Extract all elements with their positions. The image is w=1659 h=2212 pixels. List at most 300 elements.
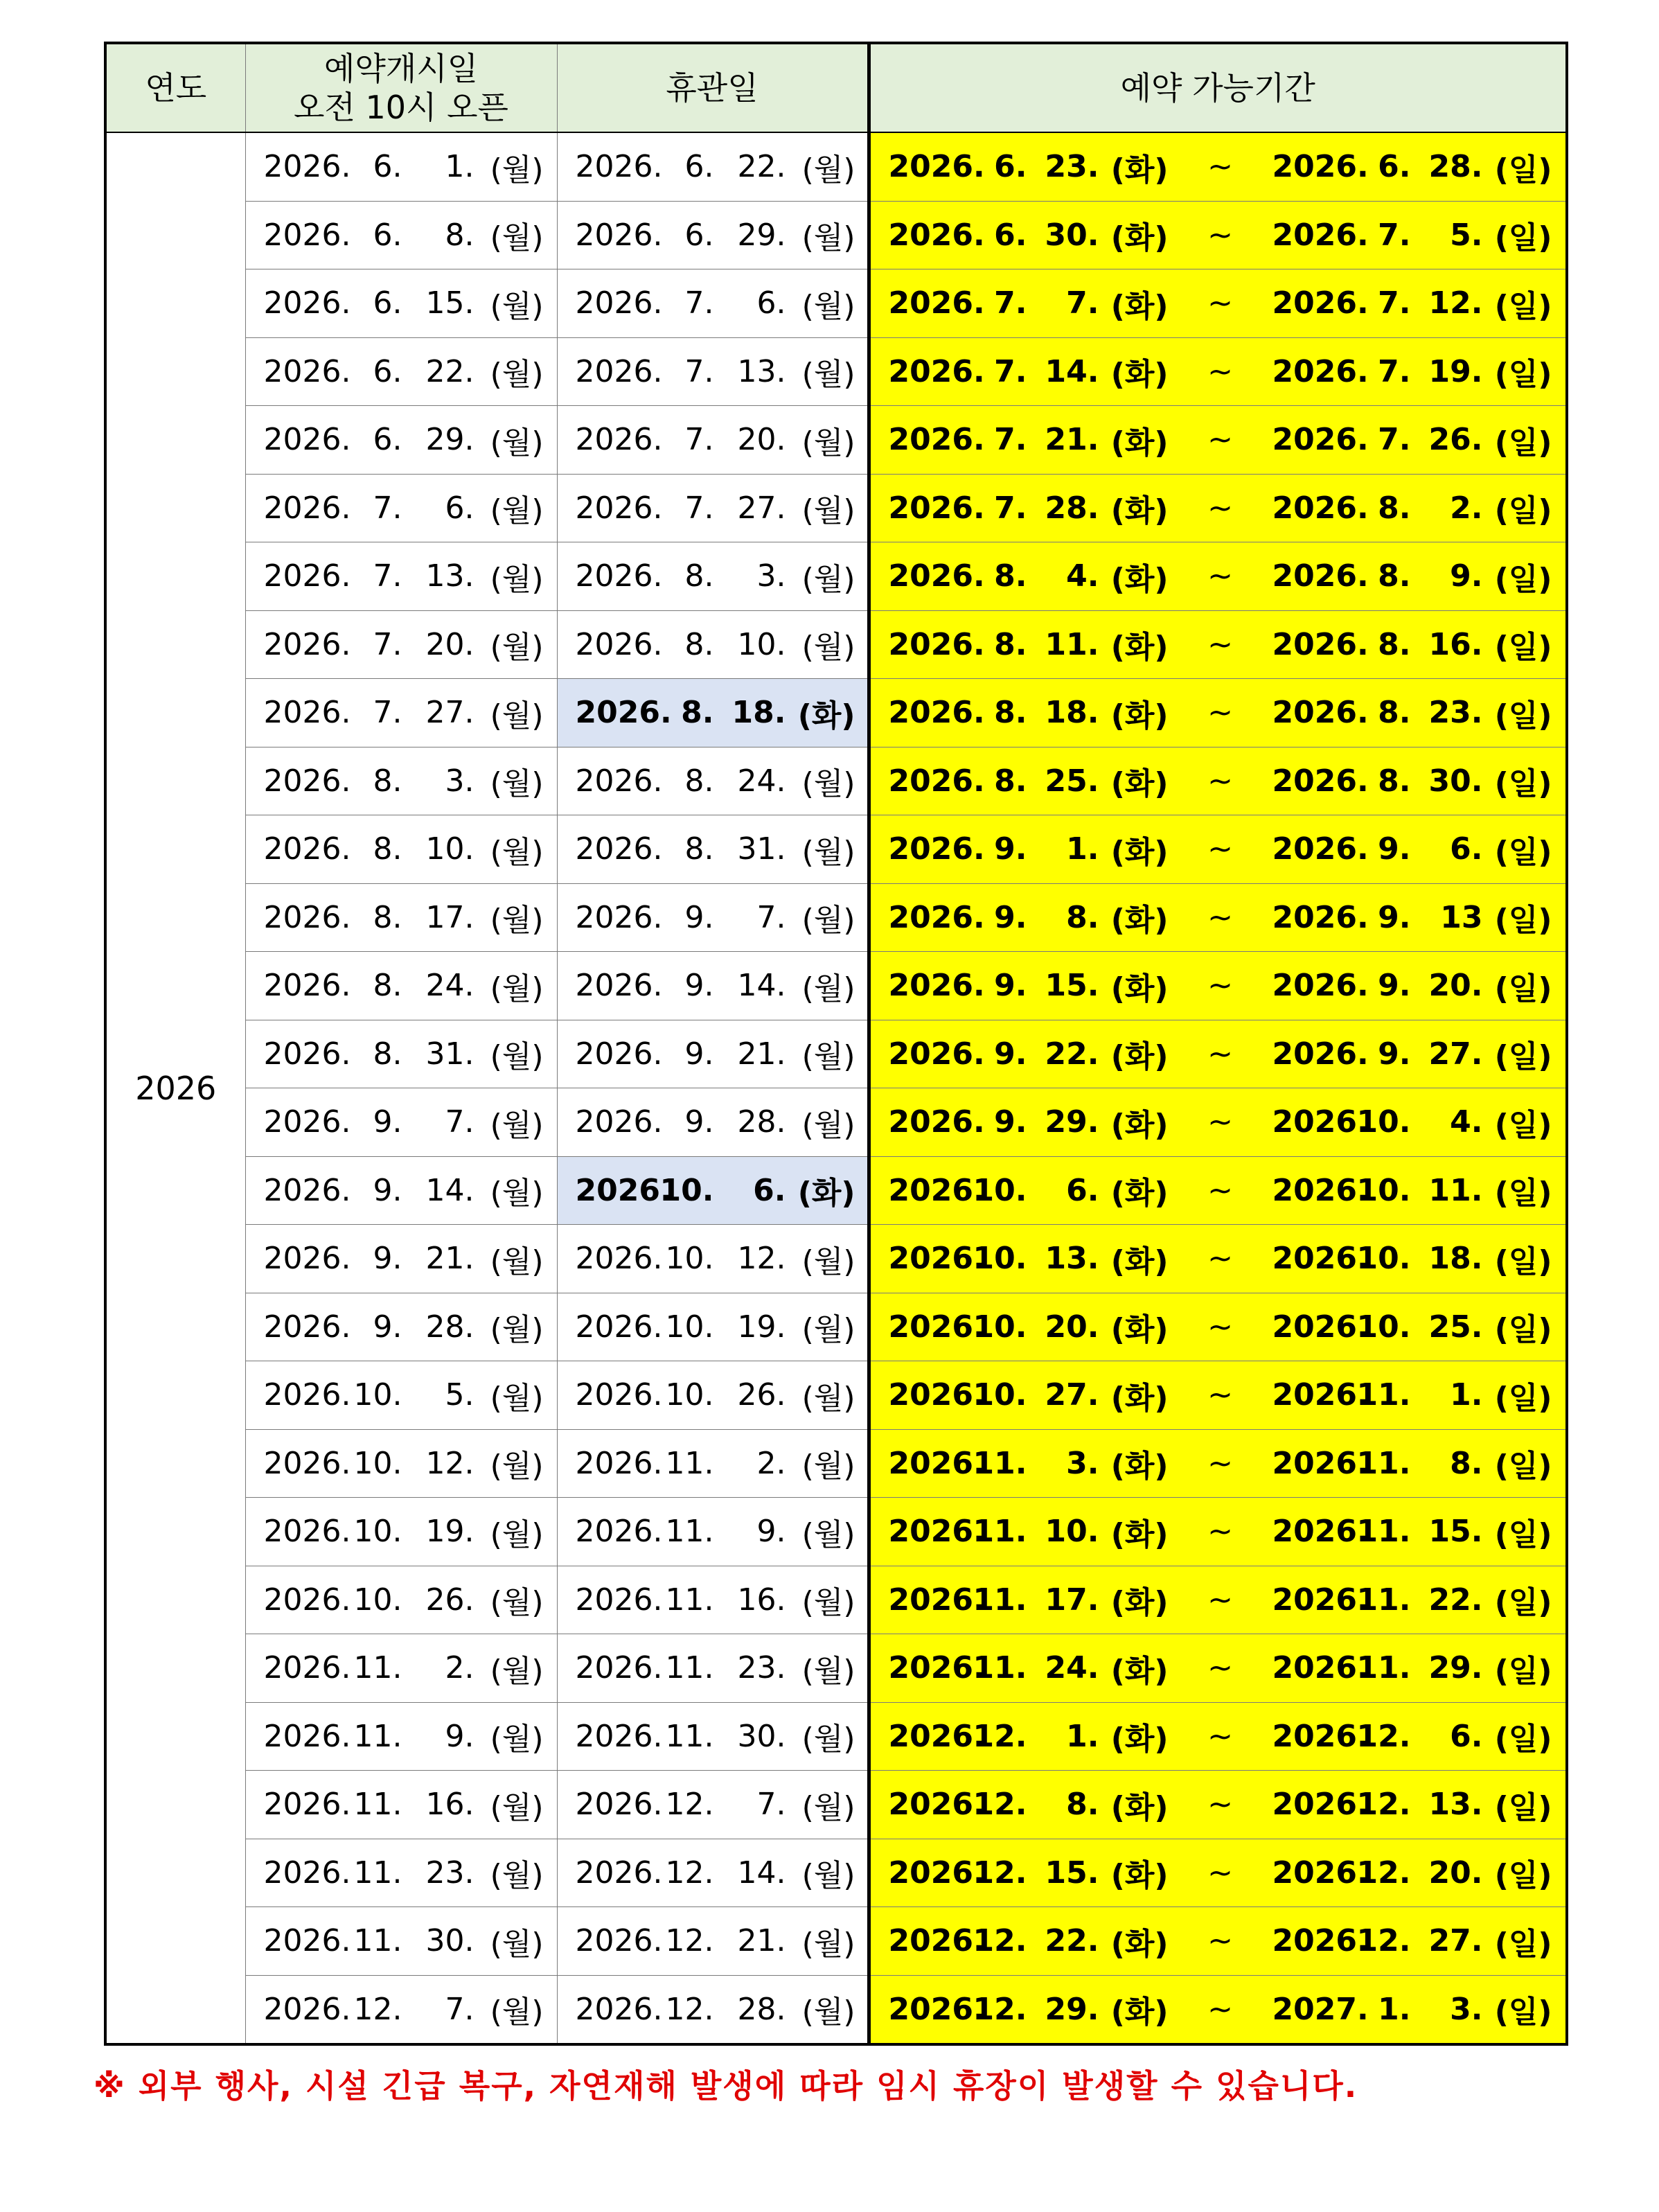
period-start: [889, 202, 1169, 269]
period-start-year: 2026.: [888, 968, 985, 1004]
period-end: [1272, 1293, 1552, 1361]
open-date-cell: [245, 1156, 557, 1225]
open-date-cell-weekday: (월): [490, 1994, 544, 2030]
period-start: [889, 1361, 1169, 1428]
open-date-cell-year: 2026.: [263, 1241, 351, 1277]
period-end-weekday: (일): [1494, 1516, 1552, 1552]
available-period-cell: [869, 1975, 1567, 2044]
period-start-day: 1.: [1066, 1718, 1099, 1754]
open-date-cell-weekday: (월): [490, 493, 544, 529]
period-start: [889, 1088, 1169, 1156]
period-end-year: 2026.: [1272, 558, 1369, 594]
period-start: [889, 1293, 1169, 1361]
available-period-cell: [869, 1156, 1567, 1225]
period-separator: ~: [1207, 1991, 1233, 2027]
closed-date-cell-weekday: (화): [797, 698, 855, 734]
period-start: [889, 611, 1169, 678]
available-period-cell: [869, 1498, 1567, 1566]
closed-date-cell-month: 8.: [684, 831, 714, 867]
period-end-year: 2026.: [1272, 1650, 1369, 1686]
available-period-cell: [869, 610, 1567, 679]
period-start: [889, 475, 1169, 542]
period-start-weekday: (화): [1110, 630, 1169, 666]
closed-date-cell-year: 2026.: [575, 1514, 663, 1550]
period-separator: ~: [1207, 558, 1233, 594]
table-row: [105, 1702, 1567, 1771]
period-start-day: 10.: [1045, 1514, 1099, 1550]
closed-date-cell-weekday: (월): [801, 425, 855, 461]
open-date-cell-day: 22.: [425, 353, 474, 389]
closed-date-cell: [557, 1361, 869, 1430]
open-date-cell-weekday: (월): [490, 834, 544, 870]
period-end: [1272, 269, 1552, 337]
period-start-day: 18.: [1045, 695, 1099, 731]
period-end-day: 6.: [1450, 1718, 1483, 1754]
period-separator: ~: [1207, 1923, 1233, 1959]
open-date-cell-day: 31.: [425, 1036, 474, 1072]
open-date-cell-year: 2026.: [263, 285, 351, 321]
table-row: [105, 201, 1567, 269]
closed-date-cell: [557, 269, 869, 338]
header-open-line2: 오전 10시 오픈: [294, 89, 508, 126]
closed-date-cell-month: 9.: [684, 1036, 714, 1072]
open-date-cell: [245, 269, 557, 338]
open-date-cell-weekday: (월): [490, 698, 544, 734]
reservation-schedule: [104, 42, 1565, 2046]
open-date-cell-month: 8.: [373, 1036, 402, 1072]
period-start: [889, 1703, 1169, 1770]
period-end-month: 9.: [1378, 1036, 1411, 1072]
period-start-month: 7.: [994, 490, 1027, 526]
schedule-body: [105, 132, 1567, 2044]
open-date-cell-day: 28.: [425, 1309, 474, 1345]
period-end: [1272, 338, 1552, 405]
period-end-day: 6.: [1450, 831, 1483, 867]
closed-date-cell-weekday: (월): [801, 971, 855, 1007]
period-end-month: 7.: [1378, 353, 1411, 389]
period-end-day: 5.: [1450, 217, 1483, 253]
open-date-cell-weekday: (월): [490, 1176, 544, 1212]
closed-date-cell-weekday: (월): [801, 1039, 855, 1075]
period-end-year: 2026.: [1272, 1787, 1369, 1823]
period-end-day: 19.: [1428, 353, 1483, 389]
period-start-month: 7.: [994, 353, 1027, 389]
available-period-cell: [869, 1839, 1567, 1907]
closed-date-cell: [557, 1634, 869, 1703]
period-start-weekday: (화): [1110, 561, 1169, 597]
period-end-day: 15.: [1428, 1514, 1483, 1550]
period-end-day: 12.: [1428, 285, 1483, 321]
open-date-cell-month: 10.: [353, 1514, 402, 1550]
table-row: [105, 815, 1567, 884]
period-start-day: 8.: [1066, 899, 1099, 935]
period-start-month: 7.: [994, 285, 1027, 321]
open-date-cell-month: 12.: [353, 1991, 402, 2027]
period-end-day: 25.: [1428, 1309, 1483, 1345]
period-start-weekday: (화): [1110, 1858, 1169, 1894]
period-start: [889, 1907, 1169, 1974]
period-start-day: 27.: [1045, 1377, 1099, 1413]
closed-date-cell-day: 3.: [756, 558, 786, 594]
period-end: [1272, 611, 1552, 678]
period-end-month: 8.: [1378, 558, 1411, 594]
open-date-cell-year: 2026.: [263, 490, 351, 526]
open-date-cell: [245, 1498, 557, 1566]
available-period-cell: [869, 1634, 1567, 1703]
period-start-day: 17.: [1045, 1582, 1099, 1618]
open-date-cell-weekday: (월): [490, 425, 544, 461]
closed-date-cell-month: 10.: [665, 1377, 714, 1413]
period-start-month: 9.: [994, 968, 1027, 1004]
period-separator: ~: [1207, 1514, 1233, 1550]
period-start-year: 2026.: [888, 1855, 985, 1891]
open-date-cell-month: 11.: [353, 1718, 402, 1754]
open-date-cell-weekday: (월): [490, 903, 544, 939]
open-date-cell-day: 29.: [425, 422, 474, 458]
open-date-cell: [245, 132, 557, 201]
closed-date-cell-year: 2026.: [575, 1991, 663, 2027]
period-end-weekday: (일): [1494, 561, 1552, 597]
closed-date-cell-year: 2026.: [575, 558, 663, 594]
closed-date-cell-weekday: (월): [801, 1994, 855, 2030]
open-date-cell-day: 23.: [425, 1855, 474, 1891]
period-end-year: 2026.: [1272, 968, 1369, 1004]
closed-date-cell-day: 23.: [737, 1650, 786, 1686]
closed-date-cell-year: 2026.: [575, 1718, 663, 1754]
open-date-cell: [245, 1429, 557, 1498]
closed-date-cell-year: 2026.: [575, 1582, 663, 1618]
table-row: [105, 132, 1567, 201]
period-end-weekday: (일): [1494, 1107, 1552, 1143]
period-start-month: 10.: [973, 1377, 1027, 1413]
period-end-month: 9.: [1378, 831, 1411, 867]
period-start-day: 21.: [1045, 422, 1099, 458]
period-end-year: 2026.: [1272, 1036, 1369, 1072]
open-date-cell: [245, 406, 557, 475]
closed-date-cell-month: 10.: [665, 1241, 714, 1277]
closed-date-cell-weekday: (화): [797, 1176, 855, 1212]
period-end: [1272, 1020, 1552, 1088]
table-row: [105, 406, 1567, 475]
period-end-month: 7.: [1378, 285, 1411, 321]
closed-date-cell-day: 28.: [737, 1104, 786, 1140]
period-end-month: 8.: [1378, 695, 1411, 731]
period-end: [1272, 1498, 1552, 1565]
available-period-cell: [869, 1020, 1567, 1088]
closed-date-cell-day: 6.: [753, 1172, 786, 1208]
open-date-cell-year: 2026.: [263, 217, 351, 253]
open-date-cell-weekday: (월): [490, 152, 544, 188]
period-start-day: 14.: [1045, 353, 1099, 389]
header-open-line1: 예약개시일: [323, 50, 479, 87]
period-end-month: 10.: [1356, 1172, 1411, 1208]
period-start-day: 15.: [1045, 968, 1099, 1004]
period-start-year: 2026.: [888, 1445, 985, 1481]
closed-date-cell-year: 2026.: [575, 626, 663, 662]
open-date-cell-year: 2026.: [263, 968, 351, 1004]
period-end-weekday: (일): [1494, 1176, 1552, 1212]
header-closed-day: 휴관일: [557, 43, 869, 132]
period-start-weekday: (화): [1110, 1380, 1169, 1416]
closed-date-cell-year: 2026.: [575, 1787, 663, 1823]
open-date-cell-year: 2026.: [263, 1036, 351, 1072]
period-end: [1272, 475, 1552, 542]
closed-date-cell-day: 14.: [737, 968, 786, 1004]
period-start-month: 8.: [994, 626, 1027, 662]
closed-date-cell-month: 8.: [684, 558, 714, 594]
period-start: [889, 884, 1169, 951]
period-end-day: 26.: [1428, 422, 1483, 458]
period-end-month: 8.: [1378, 490, 1411, 526]
open-date-cell-day: 17.: [425, 899, 474, 935]
closed-date-cell-year: 2026.: [575, 490, 663, 526]
table-row: [105, 1771, 1567, 1839]
open-date-cell: [245, 679, 557, 747]
open-date-cell-month: 6.: [373, 149, 402, 185]
period-end-year: 2026.: [1272, 1514, 1369, 1550]
closed-date-cell-weekday: (월): [801, 1449, 855, 1485]
open-date-cell-weekday: (월): [490, 1449, 544, 1485]
period-separator: ~: [1207, 422, 1233, 458]
period-end-month: 11.: [1356, 1514, 1411, 1550]
period-start: [889, 1020, 1169, 1088]
period-end-month: 9.: [1378, 968, 1411, 1004]
period-end-weekday: (일): [1494, 698, 1552, 734]
period-end-year: 2026.: [1272, 353, 1369, 389]
period-end-year: 2026.: [1272, 1855, 1369, 1891]
table-row: [105, 1975, 1567, 2044]
available-period-cell: [869, 1225, 1567, 1293]
open-date-cell-month: 6.: [373, 217, 402, 253]
closed-date-cell-year: 2026.: [575, 1309, 663, 1345]
period-end-weekday: (일): [1494, 971, 1552, 1007]
open-date-cell-day: 5.: [445, 1377, 474, 1413]
open-date-cell-month: 9.: [373, 1172, 402, 1208]
period-start-weekday: (화): [1110, 1722, 1169, 1758]
closed-date-cell-month: 10.: [665, 1309, 714, 1345]
period-end-month: 12.: [1356, 1787, 1411, 1823]
open-date-cell-year: 2026.: [263, 626, 351, 662]
period-start: [889, 1771, 1169, 1838]
open-date-cell-day: 1.: [445, 149, 474, 185]
period-start-weekday: (화): [1110, 425, 1169, 461]
closed-date-cell-year: 2026.: [575, 763, 663, 799]
open-date-cell: [245, 952, 557, 1020]
period-end-month: 12.: [1356, 1923, 1411, 1959]
closed-date-cell-month: 11.: [665, 1718, 714, 1754]
open-date-cell-year: 2026.: [263, 1787, 351, 1823]
table-row: [105, 1566, 1567, 1634]
closed-date-cell-day: 22.: [737, 149, 786, 185]
period-start-year: 2026.: [888, 422, 985, 458]
table-row: [105, 952, 1567, 1020]
period-end-day: 27.: [1428, 1923, 1483, 1959]
period-start-year: 2026.: [888, 217, 985, 253]
period-end-weekday: (일): [1494, 1722, 1552, 1758]
open-date-cell-month: 11.: [353, 1923, 402, 1959]
open-date-cell-weekday: (월): [490, 1312, 544, 1348]
open-date-cell-weekday: (월): [490, 288, 544, 324]
closed-date-cell: [557, 1566, 869, 1634]
period-end-year: 2026.: [1272, 217, 1369, 253]
open-date-cell-weekday: (월): [490, 220, 544, 256]
period-end-month: 1.: [1378, 1991, 1411, 2027]
period-start-day: 22.: [1045, 1036, 1099, 1072]
period-end-weekday: (일): [1494, 1653, 1552, 1689]
open-date-cell: [245, 1088, 557, 1157]
period-start-weekday: (화): [1110, 698, 1169, 734]
period-start-weekday: (화): [1110, 152, 1169, 188]
open-date-cell-month: 9.: [373, 1104, 402, 1140]
closed-date-cell-weekday: (월): [801, 288, 855, 324]
period-start-year: 2026.: [888, 1241, 985, 1277]
open-date-cell-day: 24.: [425, 968, 474, 1004]
open-date-cell-year: 2026.: [263, 1991, 351, 2027]
open-date-cell: [245, 1839, 557, 1907]
period-start-year: 2026.: [888, 763, 985, 799]
period-end-year: 2026.: [1272, 1445, 1369, 1481]
closed-date-cell: [557, 747, 869, 815]
period-separator: ~: [1207, 695, 1233, 731]
period-end: [1272, 1361, 1552, 1428]
open-date-cell-year: 2026.: [263, 831, 351, 867]
period-separator: ~: [1207, 1445, 1233, 1481]
closed-date-cell-year: 2026.: [575, 285, 663, 321]
closed-date-cell-year: 2026.: [575, 1650, 663, 1686]
period-end-day: 8.: [1450, 1445, 1483, 1481]
closed-date-cell-weekday: (월): [801, 630, 855, 666]
open-date-cell: [245, 610, 557, 679]
period-start-day: 13.: [1045, 1241, 1099, 1277]
period-start-month: 12.: [973, 1787, 1027, 1823]
period-end-month: 6.: [1378, 149, 1411, 185]
period-start: [889, 952, 1169, 1019]
period-start-month: 12.: [973, 1923, 1027, 1959]
closed-date-cell: [557, 1156, 869, 1225]
closed-date-cell-day: 26.: [737, 1377, 786, 1413]
closed-date-cell: [557, 1088, 869, 1157]
period-end: [1272, 1703, 1552, 1770]
closed-date-cell-day: 24.: [737, 763, 786, 799]
period-end-weekday: (일): [1494, 493, 1552, 529]
closed-date-cell-month: 10.: [659, 1172, 714, 1208]
closed-date-cell-month: 11.: [665, 1445, 714, 1481]
period-separator: ~: [1207, 1036, 1233, 1072]
period-separator: ~: [1207, 1241, 1233, 1277]
period-end-year: 2026.: [1272, 1241, 1369, 1277]
available-period-cell: [869, 474, 1567, 542]
period-end: [1272, 884, 1552, 951]
open-date-cell-year: 2026.: [263, 1718, 351, 1754]
closed-date-cell-month: 6.: [684, 217, 714, 253]
closed-date-cell-day: 28.: [737, 1991, 786, 2027]
period-end-weekday: (일): [1494, 357, 1552, 393]
period-start: [889, 406, 1169, 473]
available-period-cell: [869, 1429, 1567, 1498]
closed-date-cell-weekday: (월): [801, 766, 855, 802]
open-date-cell: [245, 201, 557, 269]
open-date-cell: [245, 337, 557, 406]
period-start-month: 10.: [973, 1172, 1027, 1208]
closed-date-cell-year: 2026.: [575, 1445, 663, 1481]
closed-date-cell-weekday: (월): [801, 1653, 855, 1689]
period-end-weekday: (일): [1494, 1312, 1552, 1348]
closed-date-cell-day: 6.: [756, 285, 786, 321]
closed-date-cell-year: 2026.: [575, 217, 663, 253]
period-start-month: 9.: [994, 831, 1027, 867]
period-start: [889, 269, 1169, 337]
period-end: [1272, 133, 1552, 200]
open-date-cell: [245, 1975, 557, 2044]
closed-date-cell-year: 2026.: [575, 1104, 663, 1140]
table-row: [105, 679, 1567, 747]
open-date-cell-day: 27.: [425, 695, 474, 731]
period-end-day: 13.: [1428, 1787, 1483, 1823]
period-end-month: 8.: [1378, 763, 1411, 799]
period-start: [889, 679, 1169, 746]
period-end-year: 2026.: [1272, 422, 1369, 458]
closed-date-cell-month: 7.: [684, 285, 714, 321]
period-start-day: 6.: [1066, 1172, 1099, 1208]
open-date-cell-day: 15.: [425, 285, 474, 321]
closed-date-cell: [557, 952, 869, 1020]
table-row: [105, 1020, 1567, 1088]
open-date-cell-day: 3.: [445, 763, 474, 799]
period-end: [1272, 1771, 1552, 1838]
period-start-year: 2026.: [888, 149, 985, 185]
table-row: [105, 1225, 1567, 1293]
closed-date-cell-year: 2026.: [575, 1036, 663, 1072]
open-date-cell-weekday: (월): [490, 971, 544, 1007]
closed-date-cell-year: 2026.: [575, 899, 663, 935]
open-date-cell-weekday: (월): [490, 1244, 544, 1280]
period-start-month: 8.: [994, 558, 1027, 594]
closed-date-cell: [557, 1975, 869, 2044]
period-separator: ~: [1207, 899, 1233, 935]
available-period-cell: [869, 747, 1567, 815]
open-date-cell-day: 6.: [445, 490, 474, 526]
open-date-cell-month: 6.: [373, 353, 402, 389]
period-start-day: 3.: [1066, 1445, 1099, 1481]
period-end-day: 16.: [1428, 626, 1483, 662]
open-date-cell-year: 2026.: [263, 899, 351, 935]
period-start-month: 6.: [994, 217, 1027, 253]
period-start: [889, 1566, 1169, 1634]
closed-date-cell-month: 9.: [684, 968, 714, 1004]
period-end-year: 2026.: [1272, 763, 1369, 799]
period-start-year: 2026.: [888, 490, 985, 526]
period-start: [889, 1839, 1169, 1906]
period-end-day: 22.: [1428, 1582, 1483, 1618]
closed-date-cell-weekday: (월): [801, 561, 855, 597]
period-start-month: 9.: [994, 899, 1027, 935]
period-end: [1272, 1430, 1552, 1497]
period-end-day: 9.: [1450, 558, 1483, 594]
period-end-weekday: (일): [1494, 766, 1552, 802]
closed-date-cell-month: 8.: [684, 763, 714, 799]
header-available-period: 예약 가능기간: [869, 43, 1567, 132]
table-row: [105, 542, 1567, 611]
table-row: [105, 1498, 1567, 1566]
period-end-month: 8.: [1378, 626, 1411, 662]
open-date-cell-day: 2.: [445, 1650, 474, 1686]
closed-date-cell-year: 2026.: [575, 968, 663, 1004]
open-date-cell-weekday: (월): [490, 1653, 544, 1689]
period-start-weekday: (화): [1110, 1994, 1169, 2030]
period-end: [1272, 406, 1552, 473]
period-end-month: 10.: [1356, 1104, 1411, 1140]
open-date-cell-weekday: (월): [490, 1722, 544, 1758]
